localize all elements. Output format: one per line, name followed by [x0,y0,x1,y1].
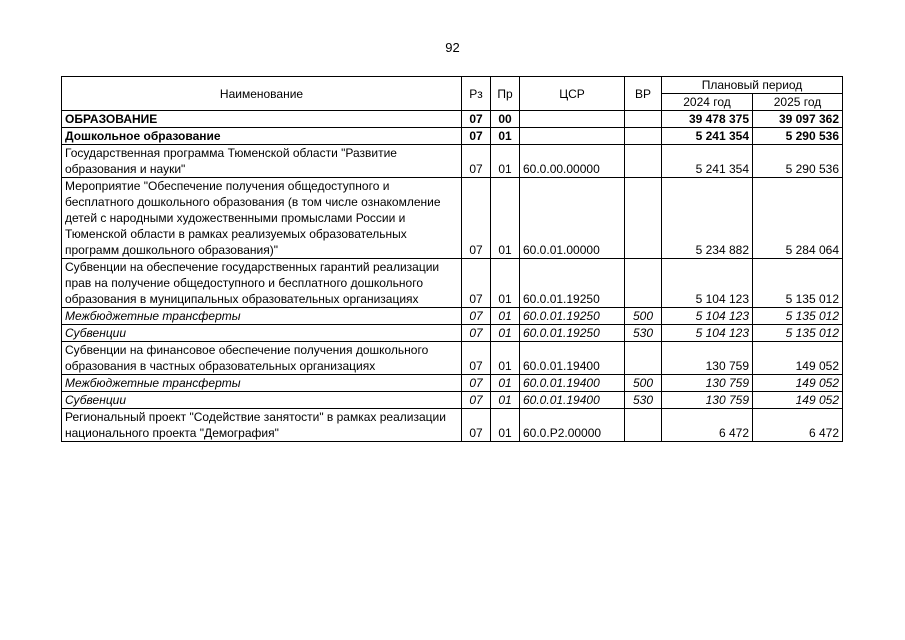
header-year-2025: 2025 год [753,94,843,111]
table-row [62,325,843,342]
cell-year-2025: 5 135 012 [753,308,843,325]
cell-rz: 07 [462,342,491,375]
cell-name: Региональный проект "Содействие занятости" в рамках реализации национального проекта "Демография" [62,409,462,442]
cell-pr: 01 [491,342,520,375]
cell-year-2025: 5 290 536 [753,128,843,145]
cell-year-2024: 5 104 123 [662,308,753,325]
cell-csr [520,111,625,128]
cell-rz: 07 [462,111,491,128]
cell-year-2024: 130 759 [662,342,753,375]
header-plan-period: Плановый период [662,77,843,94]
table-row [62,375,843,392]
header-year-2024: 2024 год [662,94,753,111]
cell-csr: 60.0.01.19250 [520,259,625,308]
cell-vr [625,409,662,442]
page-number: 92 [445,40,460,55]
header-pr: Пр [491,77,520,111]
cell-year-2025: 39 097 362 [753,111,843,128]
cell-name: Дошкольное образование [62,128,462,145]
table-row [62,145,843,178]
cell-vr: 500 [625,375,662,392]
header-vr: ВР [625,77,662,111]
cell-name: Субвенции на финансовое обеспечение получения дошкольного образования в частных образовательных организациях [62,342,462,375]
cell-name: Субвенции на обеспечение государственных гарантий реализации прав на получение общедоступного и бесплатного дошкольного образования в муниципальных образовательных организациях [62,259,462,308]
cell-vr [625,342,662,375]
cell-vr [625,145,662,178]
header-rz: Рз [462,77,491,111]
header-csr: ЦСР [520,77,625,111]
cell-rz: 07 [462,128,491,145]
cell-csr: 60.0.00.00000 [520,145,625,178]
cell-rz: 07 [462,409,491,442]
cell-name: Государственная программа Тюменской области "Развитие образования и науки" [62,145,462,178]
cell-pr: 01 [491,409,520,442]
cell-rz: 07 [462,145,491,178]
cell-year-2025: 149 052 [753,375,843,392]
cell-year-2025: 149 052 [753,392,843,409]
table-header [62,77,843,111]
cell-pr: 01 [491,178,520,259]
cell-year-2025: 6 472 [753,409,843,442]
table-row [62,409,843,442]
cell-rz: 07 [462,178,491,259]
table-row [62,308,843,325]
cell-year-2025: 5 135 012 [753,325,843,342]
cell-csr: 60.0.01.00000 [520,178,625,259]
cell-csr: 60.0.01.19250 [520,325,625,342]
cell-year-2024: 5 241 354 [662,145,753,178]
cell-vr: 500 [625,308,662,325]
cell-pr: 01 [491,375,520,392]
cell-csr: 60.0.01.19400 [520,375,625,392]
cell-name: Межбюджетные трансферты [62,375,462,392]
cell-vr [625,259,662,308]
cell-vr [625,111,662,128]
cell-year-2024: 5 234 882 [662,178,753,259]
cell-year-2024: 5 241 354 [662,128,753,145]
cell-csr: 60.0.01.19400 [520,392,625,409]
cell-pr: 01 [491,259,520,308]
cell-year-2024: 130 759 [662,375,753,392]
table-row [62,259,843,308]
cell-name: Субвенции [62,392,462,409]
cell-year-2025: 5 284 064 [753,178,843,259]
cell-rz: 07 [462,375,491,392]
cell-year-2024: 130 759 [662,392,753,409]
budget-table [61,76,843,442]
cell-rz: 07 [462,325,491,342]
table-body [62,111,843,442]
cell-year-2024: 6 472 [662,409,753,442]
cell-year-2025: 149 052 [753,342,843,375]
cell-pr: 01 [491,308,520,325]
table-row [62,178,843,259]
cell-name: ОБРАЗОВАНИЕ [62,111,462,128]
cell-vr: 530 [625,325,662,342]
cell-name: Мероприятие "Обеспечение получения общедоступного и бесплатного дошкольного образования (в том числе ознакомление детей с народными художественными промыслами России и Тюменской области в рамках реализуемых образовательных программ дошкольного образования)" [62,178,462,259]
cell-csr: 60.0.01.19250 [520,308,625,325]
cell-csr: 60.0.P2.00000 [520,409,625,442]
cell-pr: 01 [491,145,520,178]
cell-pr: 01 [491,392,520,409]
cell-year-2024: 39 478 375 [662,111,753,128]
cell-pr: 00 [491,111,520,128]
cell-vr: 530 [625,392,662,409]
header-name: Наименование [62,77,462,111]
cell-vr [625,128,662,145]
cell-year-2024: 5 104 123 [662,325,753,342]
cell-vr [625,178,662,259]
cell-year-2024: 5 104 123 [662,259,753,308]
cell-csr: 60.0.01.19400 [520,342,625,375]
cell-csr [520,128,625,145]
cell-pr: 01 [491,325,520,342]
cell-pr: 01 [491,128,520,145]
cell-year-2025: 5 135 012 [753,259,843,308]
cell-rz: 07 [462,259,491,308]
table-row [62,392,843,409]
cell-rz: 07 [462,392,491,409]
cell-rz: 07 [462,308,491,325]
table-row [62,111,843,128]
table-row [62,342,843,375]
table-row [62,128,843,145]
cell-name: Субвенции [62,325,462,342]
cell-year-2025: 5 290 536 [753,145,843,178]
cell-name: Межбюджетные трансферты [62,308,462,325]
